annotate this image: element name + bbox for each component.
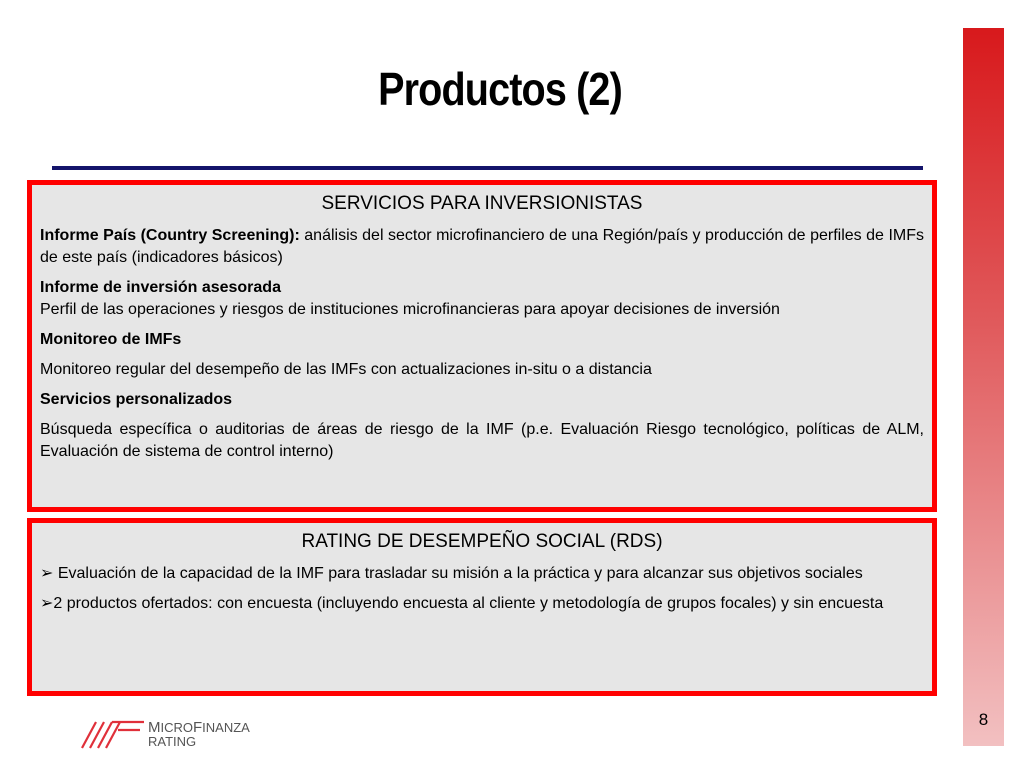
item-imf-monitoring-text — [40, 359, 924, 381]
bullet-item: ➢2 productos ofertados: con encuesta (incluyendo encuesta al cliente y metodología de grupos focales) y sin encuesta — [40, 595, 884, 612]
item-text: Monitoreo regular del desempeño de las IMFs con actualizaciones in-situ o a distancia — [40, 361, 652, 378]
social-performance-heading: RATING DE DESEMPEÑO SOCIAL (RDS) — [301, 531, 663, 552]
bullet-item: ➢ Evaluación de la capacidad de la IMF para trasladar su misión a la práctica y para alcanzar sus objetivos sociales — [40, 565, 863, 582]
side-accent-bar — [963, 28, 1004, 746]
slide-title: Productos (2) — [378, 63, 622, 115]
page-number: 8 — [978, 710, 989, 729]
item-label: Informe de inversión asesorada — [40, 279, 281, 296]
investor-services-box — [27, 180, 937, 512]
logo-wordmark: MICROFINANZA RATING — [148, 719, 250, 749]
title-divider — [52, 166, 923, 170]
item-text: Perfil de las operaciones y riesgos de instituciones microfinancieras para apoyar decisiones de inversión — [40, 301, 780, 318]
item-label: Monitoreo de IMFs — [40, 331, 182, 348]
item-advised-investment — [40, 277, 924, 321]
social-performance-box — [27, 518, 937, 696]
item-label: Informe País (Country Screening): — [40, 227, 300, 244]
item-country-screening — [40, 225, 924, 269]
item-label: Servicios personalizados — [40, 391, 233, 408]
item-text: Búsqueda específica o auditorias de áreas de riesgo de la IMF (p.e. Evaluación Riesgo tecnológico, políticas de ALM, Evaluación de sistema de control interno) — [40, 421, 924, 460]
item-custom-services-label — [40, 389, 924, 411]
investor-services-heading: SERVICIOS PARA INVERSIONISTAS — [321, 193, 643, 214]
item-imf-monitoring-label — [40, 329, 924, 351]
item-custom-services-text — [40, 419, 924, 463]
item-text: análisis del sector microfinanciero de una Región/país y producción de perfiles de IMFs de este país (indicadores básicos) — [40, 227, 924, 266]
